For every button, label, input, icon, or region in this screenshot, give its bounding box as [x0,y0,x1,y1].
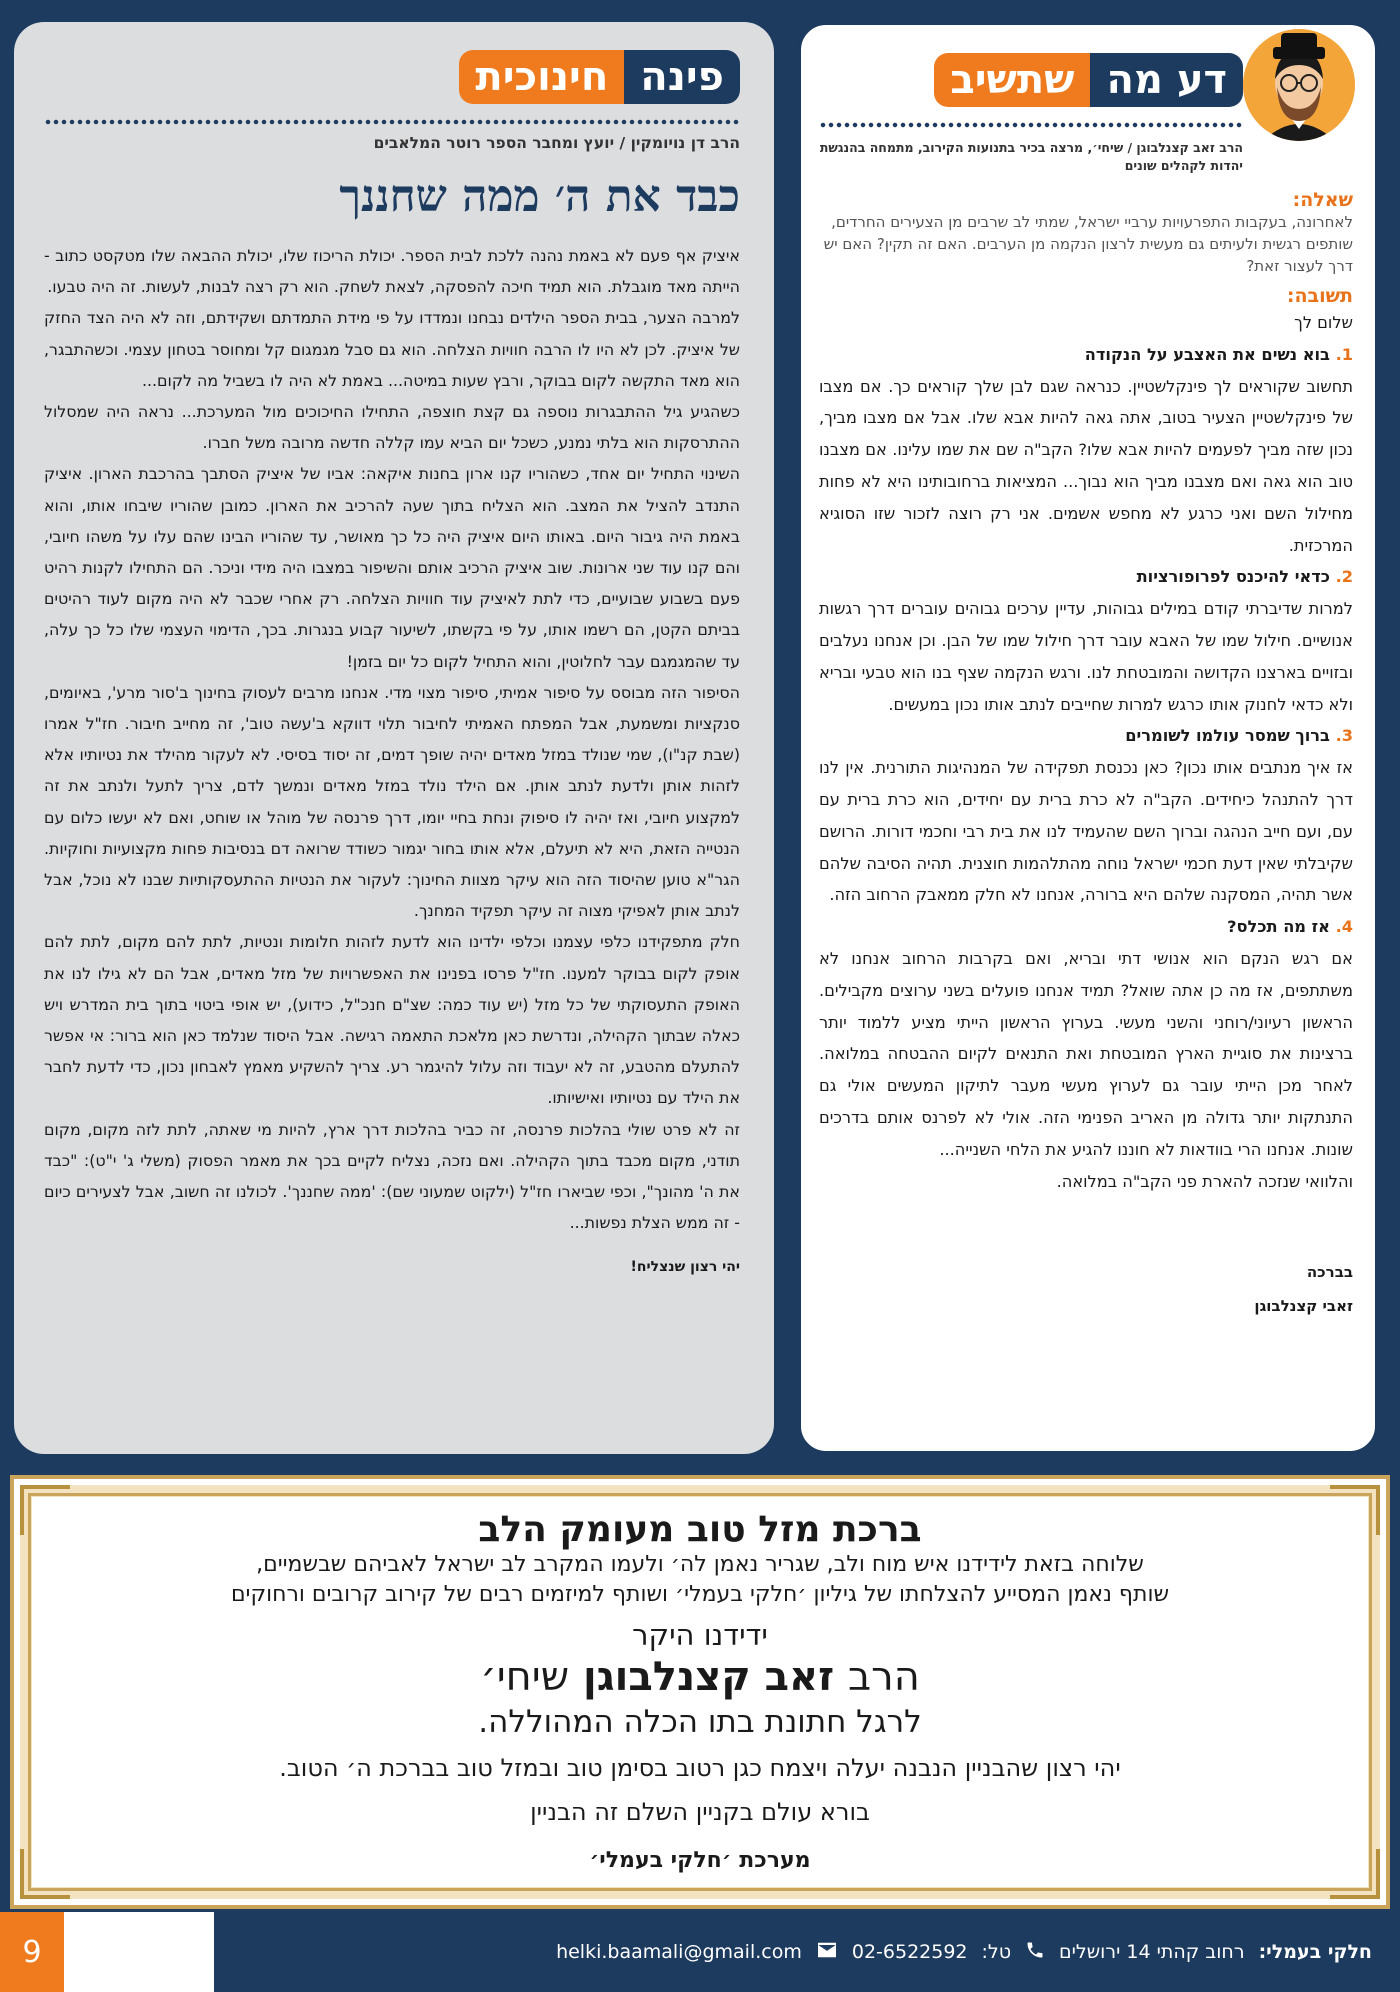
answer-closing: והלוואי שנזכה להארת פני הקב"ה במלואה. [1056,1171,1353,1191]
article-paragraph: למרבה הצער, בבית הספר הילדים נבחנו ונמדדו על פי מידת התמדתם ושקידתם, וזה לא היה הצד החזק של איציק. לכן לא היו לו הרבה חוויות הצלחה. הוא גם סבל מגמגום קל ומחוסר בטחון עצמי. וכשהתבגר, הוא מאד התקשה לקום בבוקר, ורבץ שעות במיטה... באמת לא היה לו בשביל מה לקום... [44,308,740,390]
article-signoff: יהי רצון שנצליח! [630,1258,740,1275]
frame-corner-ornament [1330,1849,1380,1899]
education-section-tag [459,50,740,104]
signature-text: זאבי קצנלבוגן [1254,1297,1353,1316]
answer-body [819,307,1353,1197]
qa-author-credit: הרב זאב קצנלבוגן / שיחי׳, מרצה בכיר בתנועות הקירוב, מתמחה בהנגשת יהדות לקהלים שונים [819,140,1243,173]
page-number: 9 [0,1912,64,1992]
answer-item-head [819,561,1353,593]
qa-column [798,22,1378,1454]
tag-word-2: חינוכית [459,50,624,104]
item-heading: בוא נשים את האצבע על הנקודה [1084,344,1330,364]
footer-phone[interactable]: 02-6522592 [851,1941,968,1963]
footer-email[interactable]: helki.baamali@gmail.com [556,1941,802,1963]
honoree-name-line [14,1654,1386,1700]
answer-item-text: אז איך מנתבים אותו נכון? כאן נכנסת תפקידה של המנהיגות התורנית. אין לנו דרך להתנהל כיחידים. הקב"ה לא כרת ברית עם יחידים, הוא כרת ברית עם עם, ועם חייב הנהגה וברוך השם שהעמיד לנו את בית רבי וחכמי דורות. הרושם שקיבלתי שאין דעת חכמי ישראל נוחה מהתלהמות חוצנית. תהיה הסיבה שלהם אשר תהיה, המסקנה שלהם היא ברורה, אנחנו לא חלק ממאבק הרחוב הזה. [819,758,1353,905]
footer-white-block [64,1912,214,1992]
education-header [44,22,740,130]
item-heading: ברוך שמסר עולמו לשומרים [1125,726,1330,746]
answer-item-text: אם רגש הנקם הוא אנושי דתי ובריא, ואם בקרבות הרחוב אנחנו לא משתתפים, אז מה כן אתה שואל? תמיד אנחנו פועלים בשני ערוצים מקבילים. הראשון רעיוני/רוחני והשני מעשי. בערוץ הראשון הייתי מציע ללמוד יותר ברצינות את סוגיית הארץ המובטחת ואת התנאים לקיום ההבטחה במלואה. לאחר מכן הייתי עובר גם לערוץ מעשי מעבר לתיקון המעשים אולי גם התנתקות יותר גדולה מן האריב הפנימי הזה. אולי לא לפרנס אותם בדרכים שונות. אנחנו הרי בוודאות לא חוננו להגיע את הלחי השנייה... [819,948,1353,1159]
item-number: 1. [1335,344,1353,364]
congrats-wish: יהי רצון שהבניין הנבנה יעלה ויצמח כגן רטוב בסימן טוב ובמזל טוב בברכת ה׳ הטוב. [279,1754,1121,1782]
question-label: שאלה: [1292,189,1353,211]
name-suffix: שיחי׳ [480,1654,570,1700]
congrats-friend: ידידנו היקר [632,1618,768,1652]
honoree-name: זאב קצנלבוגן [583,1654,835,1700]
congrats-line: שלוחה בזאת לידידנו איש מוח ולב, שגריר נאמן לה׳ ולעמו המקרב לב ישראל לאביהם שבשמיים, [256,1552,1144,1577]
tag-word-2: שתשיב [934,53,1090,107]
qa-header [819,25,1353,133]
dotted-divider [819,121,1243,129]
article-paragraph: הסיפור הזה מבוסס על סיפור אמיתי, סיפור מצוי מדי. אנחנו מרבים לעסוק בחינוך ב'סור מרע', באיומים, סנקציות ומשמעת, אבל המפתח האמיתי לחיבור תלוי דווקא ב'עשה טוב', זה מחייב חיבור. חז"ל אמרו (שבת קנ"ו), שמי שנולד במזל מאדים יהיה שופך דמים, זה יסוד בסיסי. לא לעקור מהילד את נטיותיו אלא לזהות אותן ולדעת לנתב אותן. אם הילד נולד במזל מאדים ונמשך לדם, צריך לתעל ולנתב את זה למקצוע חיובי, ואז יהיה לו סיפוק ונחת בחיי יומו, דרך פרנסה של מוהל או שוחט, ואם לא יעשו כלום עם הנטייה הזאת, היא לא תיעלם, אלא אותו בחור יגמור כשודד שרואה דם בנסיבות פחות מקצועיות וחוקיות. הגר"א טוען שהיסוד הזה הוא עיקר מצוות החינוך: לעקור את הנטיות ההתעסקותיות שבנו לא נוכל, אבל לנתב אותן לאפיקי מצוה זה עיקר תפקיד המחנך. [44,682,740,921]
dotted-divider [44,118,740,126]
phone-icon [1025,1940,1045,1965]
blessing-text: בברכה [1306,1263,1353,1282]
item-heading: כדאי להיכנס לפרופורציות [1136,567,1330,587]
answer-item-head [819,720,1353,752]
frame-corner-ornament [20,1485,70,1535]
education-author-credit: הרב דן נויומקין / יועץ ומחבר הספר רוטר המלאבים [373,134,740,152]
footer-contact-info [556,1912,1372,1992]
congrats-event: לרגל חתונת בתו הכלה המהוללה. [478,1704,922,1740]
answer-greeting: שלום לך [1294,313,1353,332]
article-paragraph: השינוי התחיל יום אחד, כשהוריו קנו ארון בחנות איקאה: אביו של איציק הסתבך בהרכבת הארון. איציק התנדב להציל את המצב. הוא הצליח בתוך שעה להרכיב את הארון. כמובן שהוריו שיבחו אותו, והוא באמת היה גיבור היום. באותו היום איציק היה כל כך מאושר, עד שהוריו הבינו שהם עלו על משהו חיובי, והם קנו עוד שני ארונות. שוב איציק הרכיב אותם והשיפור במצבו היה מידי וניכר. הם התחילו לקנות רהיט פעם בשבוע שבועיים, כדי לתת לאיציק עוד חוויות הצלחה. רק אחרי שכבר לא היה מקום לעוד רהיטים בביתם הקטן, הם רשמו אותו, על פי בקשתו, לשיעור קבוע בנגרות. בכך, הדימוי העצמי שלו כל כך עלה, עד שהמגמגם עבר לחלוטין, והוא התחיל לקום כל יום בזמן! [44,464,740,671]
frame-corner-ornament [20,1849,70,1899]
congratulations-box [10,1475,1390,1909]
question-text: לאחרונה, בעקבות התפרעויות ערביי ישראל, שמתי לב שרבים מן הצעירים החרדים, שותפים רגשית ולעיתים גם מעשית לרצון הנקמה מן הערבים. האם זה תקין? האם יש דרך לעצור זאת? [823,213,1353,275]
rabbi-avatar-illustration [1243,29,1355,141]
tag-word-1: פינה [624,50,740,104]
answer-item-head [819,911,1353,943]
answer-label: תשובה: [1286,285,1353,307]
item-number: 2. [1335,567,1353,587]
footer-address: רחוב קהתי 14 ירושלים [1059,1941,1245,1963]
article-body [44,240,740,1239]
congrats-wish: בורא עולם בקניין השלם זה הבניין [530,1798,870,1826]
article-title: כבד את ה׳ ממה שחננך [339,171,740,222]
item-number: 3. [1335,726,1353,746]
footer-phone-label: טל: [981,1941,1012,1963]
frame-corner-ornament [1330,1485,1380,1535]
congrats-title: ברכת מזל טוב מעומק הלב [478,1509,922,1550]
item-number: 4. [1335,917,1353,937]
footer-org: חלקי בעמלי: [1258,1941,1372,1963]
article-paragraph: חלק מתפקידנו כלפי עצמנו וכלפי ילדינו הוא לדעת לזהות חלומות ונטיות, לתת להם מקום, לתת להם אופק לקום בבוקר למענו. חז"ל פרסו בפנינו את האפשרויות של מזל מאדים, אבל הם לא גילו לנו את האופק התעסוקתי של כל מזל (יש עוד כמה: שצ"ם חנכ"ל, כידוע), יש אופי ביטוי בתוך בית המדרש ויש כאלה שבתוך הקהילה, ונדרשת כאן מלאכת התאמה רגישה. אבל היסוד שנלמד כאן הוא ברור: אי אפשר להתעלם מהטבע, זה לא יעבוד וזה עלול להיגמר רע. צריך להשקיע מאמץ לאבחון נכון, כדי לדעת לחבר את הילד עם נטיותיו ואישיותו. [44,932,740,1108]
article-paragraph: כשהגיע גיל ההתבגרות נוספה גם קצת חוצפה, התחילו החיכוכים מול המערכת... נראה היה שמסלול ההתרסקות הוא בלתי נמנע, כשכל יום הביא עמו קללה חדשה מרובה משל חברו. [44,402,740,453]
answer-item-text: למרות שדיברתי קודם במילים גבוהות, עדיין ערכים גבוהים עוברים דרך רגשות אנושיים. חילול שמו של האבא עובר דרך חילול שמו של הבן. וכן אנחנו נעלבים ובזויים בארצנו הקדושה והמובטחת לנו. ורגש הנקמה שצף בנו הוא טבעי ובריא ולא כדאי לחנוק אותו כרגש למרות שחייבים לנתב אותו נכון במעשים. [819,599,1353,714]
answer-item-text: תחשוב שקוראים לך פינקלשטיין. כנראה שגם לבן שלך קוראים כך. אם מצבו של פינקלשטיין הצעיר בטוב, אתה גאה להיות אבא שלו. אבל אם מצבו מביך, נכון שזה מביך לפעמים להיות אבא שלו? הקב"ה שם את שמו עלינו. אם מצבנו טוב הוא גאה ואם מצבנו מביך הוא נבוך... המציאות ברחובותינו היא לא פחות מחילול השם ואני כרגע לא מחפש אשמים. אני רק רוצה לזכור שזו הסוגיא המרכזית. [819,376,1353,555]
article-paragraph: זה לא פרט שולי בהלכות פרנסה, זה כביר בהלכות דרך ארץ, להיות מי שאתה, לתת לזה מקום, מקום תודני, מקום מכבד בתוך הקהילה. ואם נזכה, נצליח לקיים בכך את מאמר הפסוק (משלי ג' י"ט): "כבד את ה' מהונך", וכפי שביארו חז"ל (ילקוט שמעוני שם): 'ממה שחננך'. לכולנו זה חשוב, אבל לצעירים כיום - זה ממש הצלת נפשות... [44,1119,740,1233]
page-footer [0,1912,1400,1992]
education-column [14,22,774,1454]
tag-word-1: דע מה [1090,53,1243,107]
qa-section-tag [934,53,1243,107]
answer-item-head [819,339,1353,371]
article-paragraph: איציק אף פעם לא באמת נהנה ללכת לבית הספר. יכולת הריכוז שלו, יכולת ההבאה שלו מטקסט כתוב - הייתה מאד מוגבלת. הוא תמיד חיכה להפסקה, לצאת לשחק. הוא רק רצה לבנות, לעשות. זה היה טבעו. [44,246,740,297]
mail-icon [816,1941,838,1964]
congrats-signature: מערכת ׳חלקי בעמלי׳ [589,1848,811,1873]
congrats-line: שותף נאמן המסייע להצלחתו של גיליון ׳חלקי בעמלי׳ ושותף למיזמים רבים של קירוב קרובים ורחוקים [230,1582,1170,1607]
answer-signoff [819,1255,1353,1323]
item-heading: אז מה תכלס? [1227,917,1330,937]
name-prefix: הרב [848,1654,920,1700]
